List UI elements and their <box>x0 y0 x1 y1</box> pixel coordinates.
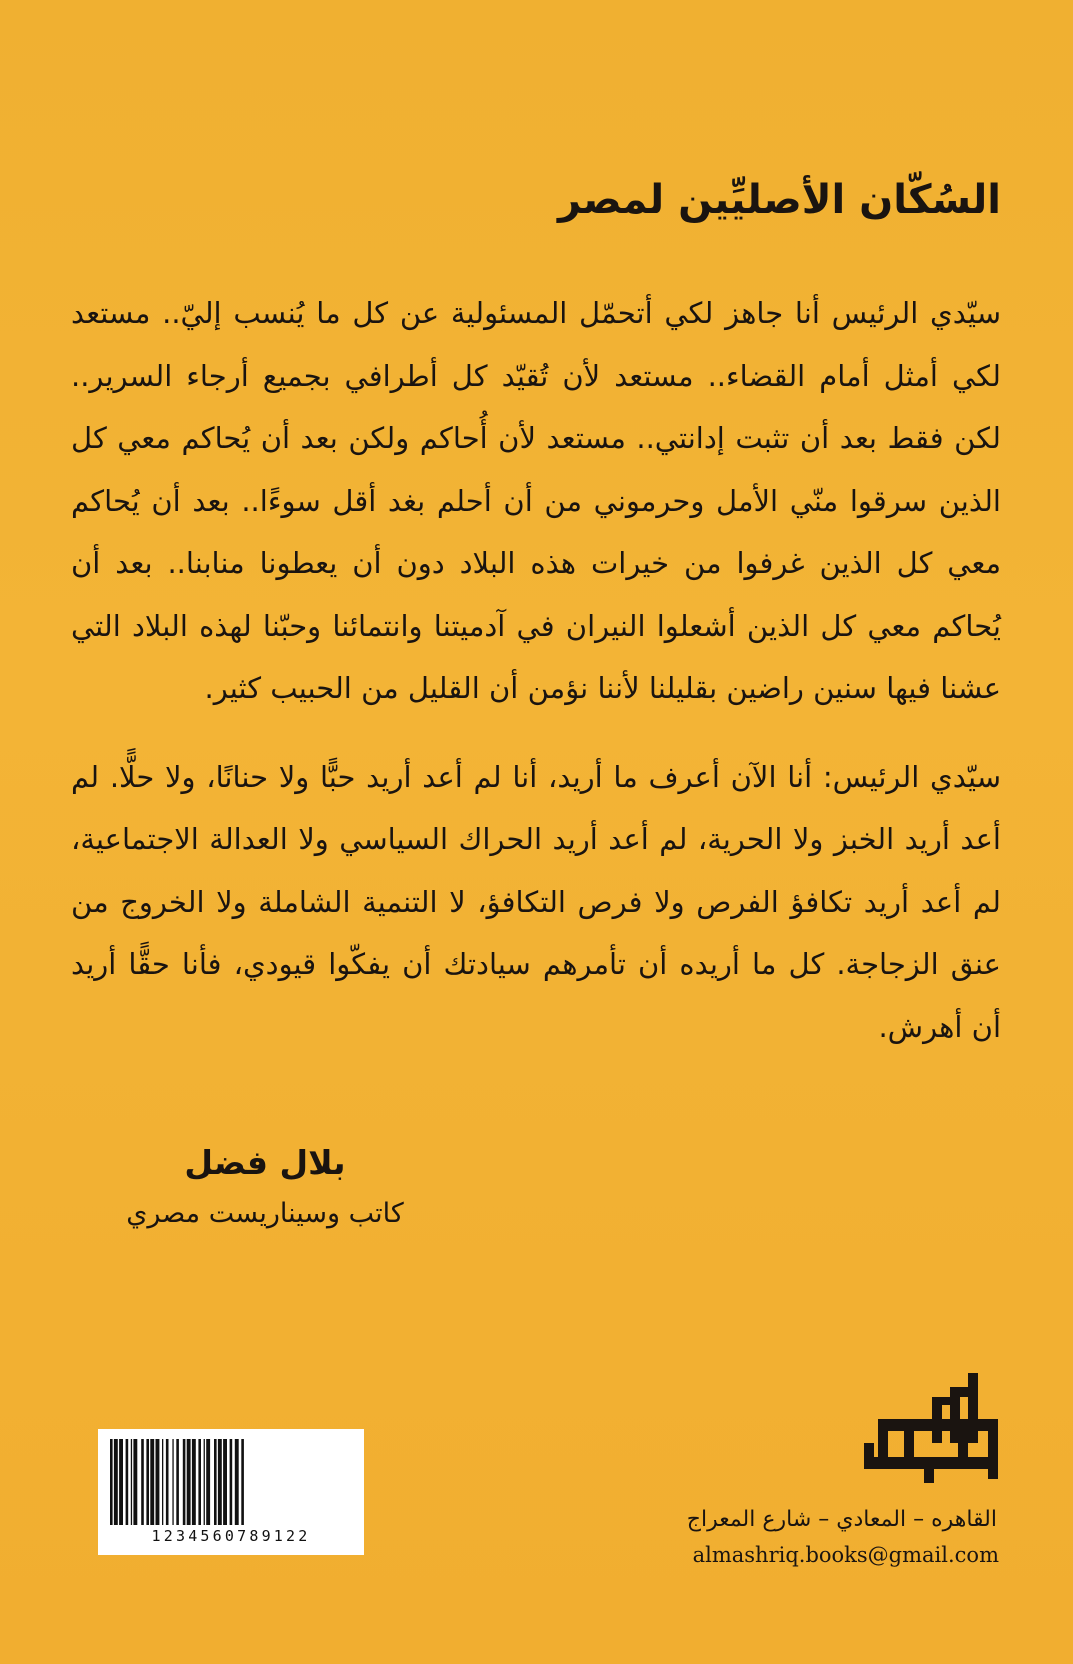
publisher-email[interactable]: almashriq.books@gmail.com <box>692 1543 999 1567</box>
barcode <box>98 1429 364 1555</box>
author-role: كاتب وسيناريست مصري <box>126 1198 404 1229</box>
barcode-digits: 1234560789122 <box>151 1527 311 1545</box>
author-name: بلال فضل <box>184 1143 346 1182</box>
publisher-logo <box>864 1373 1004 1493</box>
blurb-text <box>71 282 1001 1058</box>
book-title: السُكّان الأصليِّين لمصر <box>558 177 1001 223</box>
blurb-paragraph-1: سيّدي الرئيس أنا جاهز لكي أتحمّل المسئولية عن كل ما يُنسب إليّ.. مستعد لكي أمثل أمام القضاء.. مستعد لأن تُقيّد كل أطرافي بجميع أرجاء السرير.. لكن فقط بعد أن تثبت إدانتي.. مستعد لأن أُحاكم ولكن بعد أن يُحاكم معي كل الذين سرقوا منّي الأمل وحرموني من أن أحلم بغد أقل سوءًا.. بعد أن يُحاكم معي كل الذين غرفوا من خيرات هذه البلاد دون أن يعطونا منابنا.. بعد أن يُحاكم معي كل الذين أشعلوا النيران في آدميتنا وانتمائنا وحبّنا لهذه البلاد التي عشنا فيها سنين راضين بقليلنا لأننا نؤمن أن القليل من الحبيب كثير. <box>71 296 1001 705</box>
author-signature <box>100 1140 430 1236</box>
publisher-address: القاهره – المعادي – شارع المعراج <box>686 1507 997 1532</box>
barcode-bars-icon <box>108 1439 354 1525</box>
blurb-paragraph-2: سيّدي الرئيس: أنا الآن أعرف ما أريد، أنا لم أعد أريد حبًّا ولا حنانًا، ولا حلًّا. لم أعد أريد الخبز ولا الحرية، لم أعد أريد الحراك السياسي ولا العدالة الاجتماعية، لم أعد أريد تكافؤ الفرص ولا فرص التكافؤ، لا التنمية الشاملة ولا الخروج من عنق الزجاجة. كل ما أريده أن تأمرهم سيادتك أن يفكّوا قيودي، فأنا حقًّا أريد أن أهرش. <box>71 759 1001 1044</box>
